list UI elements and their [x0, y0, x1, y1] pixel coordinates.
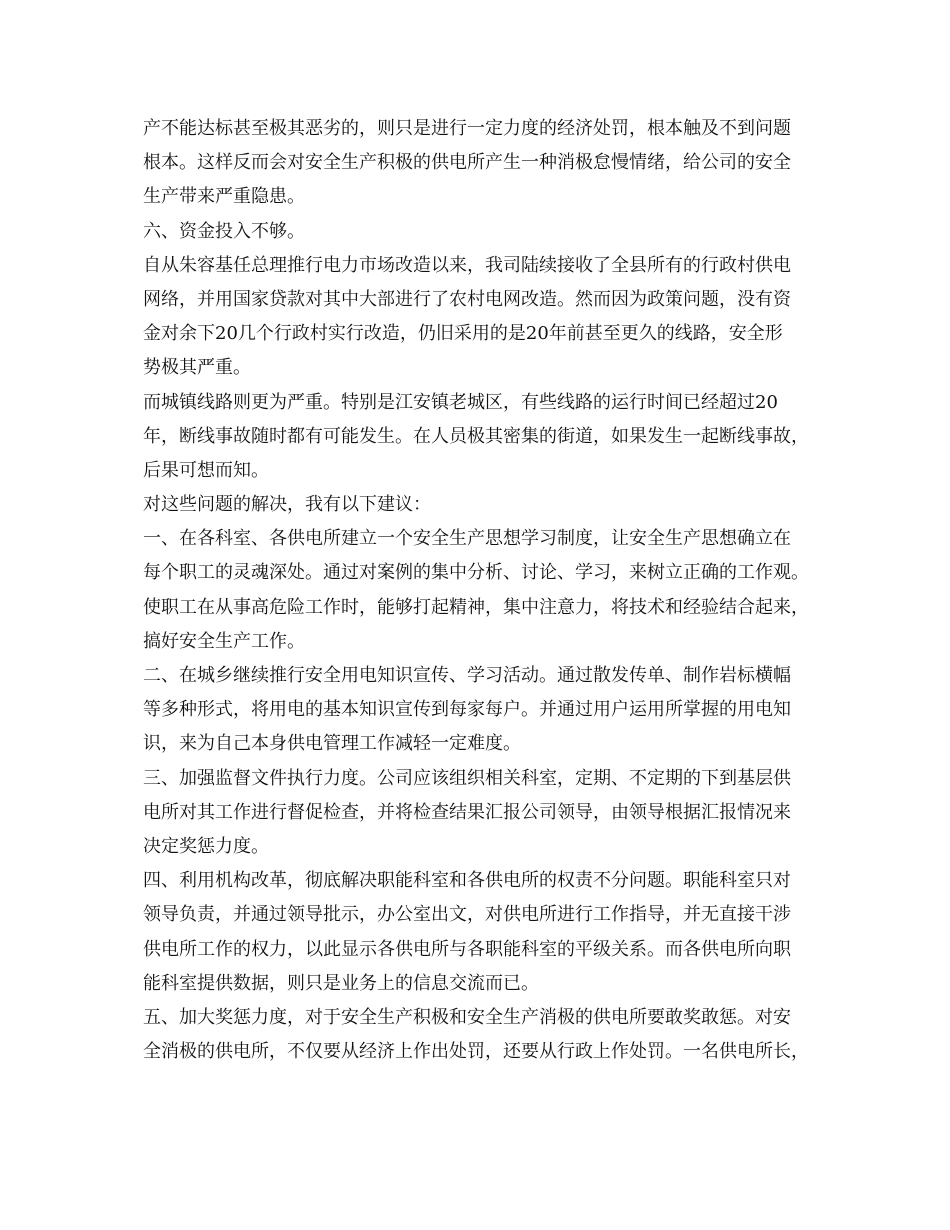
text-line: 五、加大奖惩力度，对于安全生产积极和安全生产消极的供电所要敢奖敢惩。对安 [143, 1006, 791, 1028]
text-line: 对这些问题的解决，我有以下建议： [143, 494, 431, 516]
text-line: 二、在城乡继续推行安全用电知识宣传、学习活动。通过散发传单、制作岩标横幅 [143, 665, 791, 686]
text-line: 后果可想而知。 [143, 459, 269, 481]
text-line: 等多种形式，将用电的基本知识宣传到每家每户。并通过用户运用所掌握的用电知 [143, 699, 791, 721]
document-body [143, 112, 823, 1069]
text-line: 决定奖惩力度。 [143, 835, 269, 857]
text-line: 使职工在从事高危险工作时，能够打起精神，集中注意力，将技术和经验结合起来， [143, 596, 809, 618]
text-line: 电所对其工作进行督促检查，并将检查结果汇报公司领导，由领导根据汇报情况来 [143, 801, 791, 823]
text-line: 年，断线事故随时都有可能发生。在人员极其密集的街道，如果发生一起断线事故， [143, 425, 809, 447]
text-line: 每个职工的灵魂深处。通过对案例的集中分析、讨论、学习，来树立正确的工作观。 [143, 562, 809, 584]
text-line: 一、在各科室、各供电所建立一个安全生产思想学习制度，让安全生产思想确立在 [143, 528, 791, 550]
text-line: 势极其严重。 [143, 357, 251, 379]
text-line: 网络，并用国家贷款对其中大部进行了农村电网改造。然而因为政策问题，没有资 [143, 288, 791, 310]
text-line: 自从朱容基任总理推行电力市场改造以来，我司陆续接收了全县所有的行政村供电 [143, 254, 791, 276]
text-line: 金对余下20几个行政村实行改造，仍旧采用的是20年前甚至更久的线路，安全形 [143, 323, 783, 345]
text-line: 三、加强监督文件执行力度。公司应该组织相关科室，定期、不定期的下到基层供 [143, 767, 791, 789]
text-line: 生产带来严重隐患。 [143, 186, 305, 208]
text-line: 四、利用机构改革，彻底解决职能科室和各供电所的权责不分问题。职能科室只对 [143, 870, 791, 892]
text-line: 全消极的供电所，不仅要从经济上作出处罚，还要从行政上作处罚。一名供电所长， [143, 1041, 809, 1063]
text-line: 能科室提供数据，则只是业务上的信息交流而已。 [143, 972, 539, 994]
section-heading-line: 六、资金投入不够。 [143, 220, 305, 242]
text-line: 根本。这样反而会对安全生产积极的供电所产生一种消极怠慢情绪，给公司的安全 [143, 152, 791, 174]
text-line: 供电所工作的权力，以此显示各供电所与各职能科室的平级关系。而各供电所向职 [143, 938, 791, 960]
text-line: 产不能达标甚至极其恶劣的，则只是进行一定力度的经济处罚，根本触及不到问题 [143, 118, 791, 139]
text-line: 领导负责，并通过领导批示，办公室出文，对供电所进行工作指导，并无直接干涉 [143, 904, 791, 926]
text-line: 识，来为自己本身供电管理工作减轻一定难度。 [143, 733, 521, 755]
text-line: 搞好安全生产工作。 [143, 630, 305, 652]
text-line: 而城镇线路则更为严重。特别是江安镇老城区，有些线路的运行时间已经超过20 [143, 391, 778, 413]
